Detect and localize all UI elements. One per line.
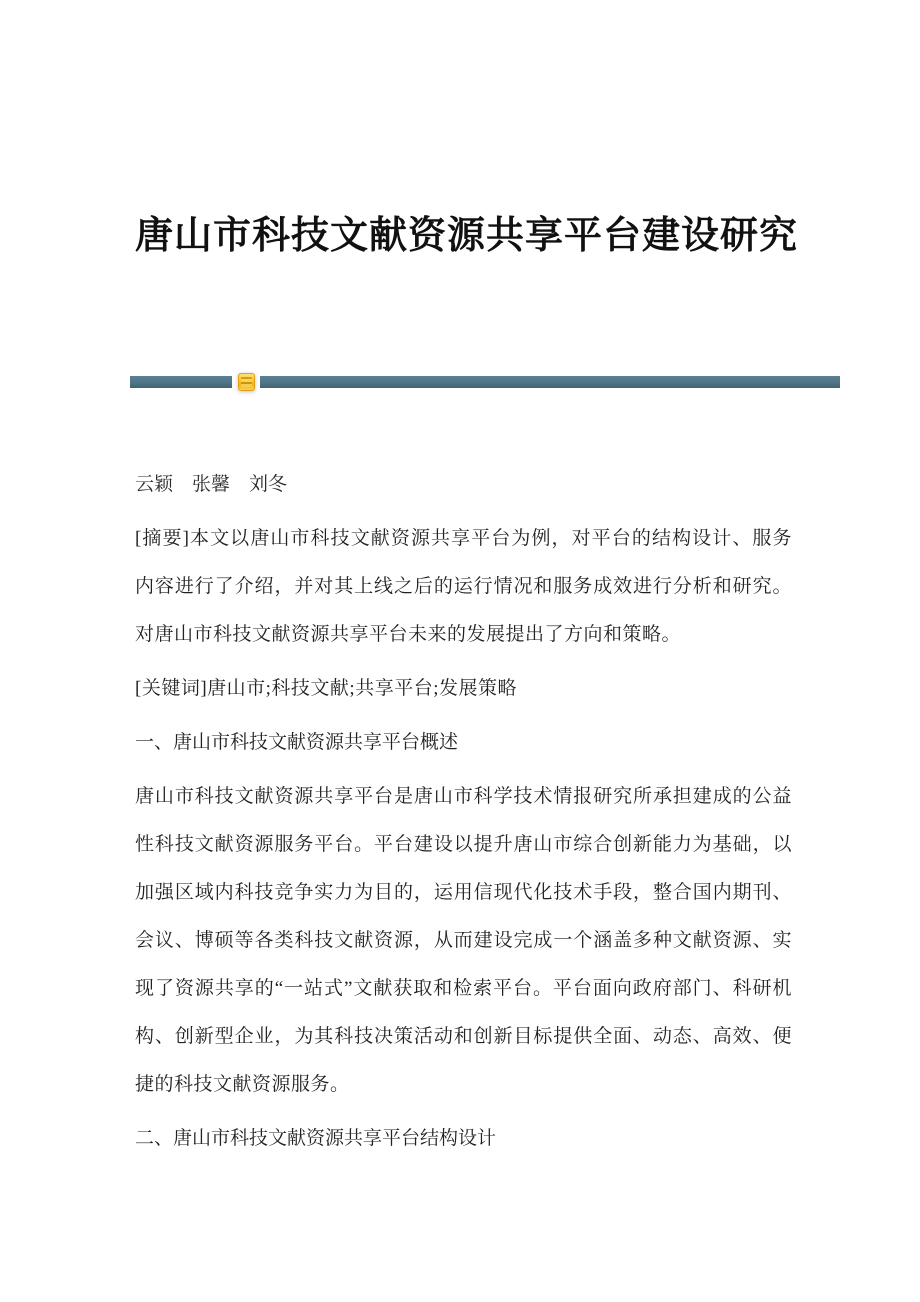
author-line: 云颖 张馨 刘冬	[135, 474, 288, 495]
abstract-paragraph: [摘要]本文以唐山市科技文献资源共享平台为例，对平台的结构设计、服务内容进行了介绍，并对其上线之后的运行情况和服务成效进行分析和研究。对唐山市科技文献资源共享平台未来的发展提出了方向和策略。	[135, 528, 792, 645]
gold-seal-icon	[238, 373, 255, 391]
divider-bar-left	[130, 376, 232, 388]
page-title: 唐山市科技文献资源共享平台建设研究	[135, 215, 799, 257]
title-divider	[130, 375, 840, 389]
section-heading-1: 一、唐山市科技文献资源共享平台概述	[135, 732, 459, 753]
divider-bar-right	[260, 376, 840, 388]
section-body-1: 唐山市科技文献资源共享平台是唐山市科学技术情报研究所承担建成的公益性科技文献资源服务平台。平台建设以提升唐山市综合创新能力为基础，以加强区域内科技竞争实力为目的，运用信现代化技术手段，整合国内期刊、会议、博硕等各类科技文献资源，从而建设完成一个涵盖多种文献资源、实现了资源共享的“一站式”文献获取和检索平台。平台面向政府部门、科研机构、创新型企业，为其科技决策活动和创新目标提供全面、动态、高效、便捷的科技文献资源服务。	[135, 786, 792, 1095]
keywords-line: [关键词]唐山市;科技文献;共享平台;发展策略	[135, 678, 517, 699]
section-heading-2: 二、唐山市科技文献资源共享平台结构设计	[135, 1128, 497, 1149]
divider-icon-gap	[232, 370, 260, 394]
